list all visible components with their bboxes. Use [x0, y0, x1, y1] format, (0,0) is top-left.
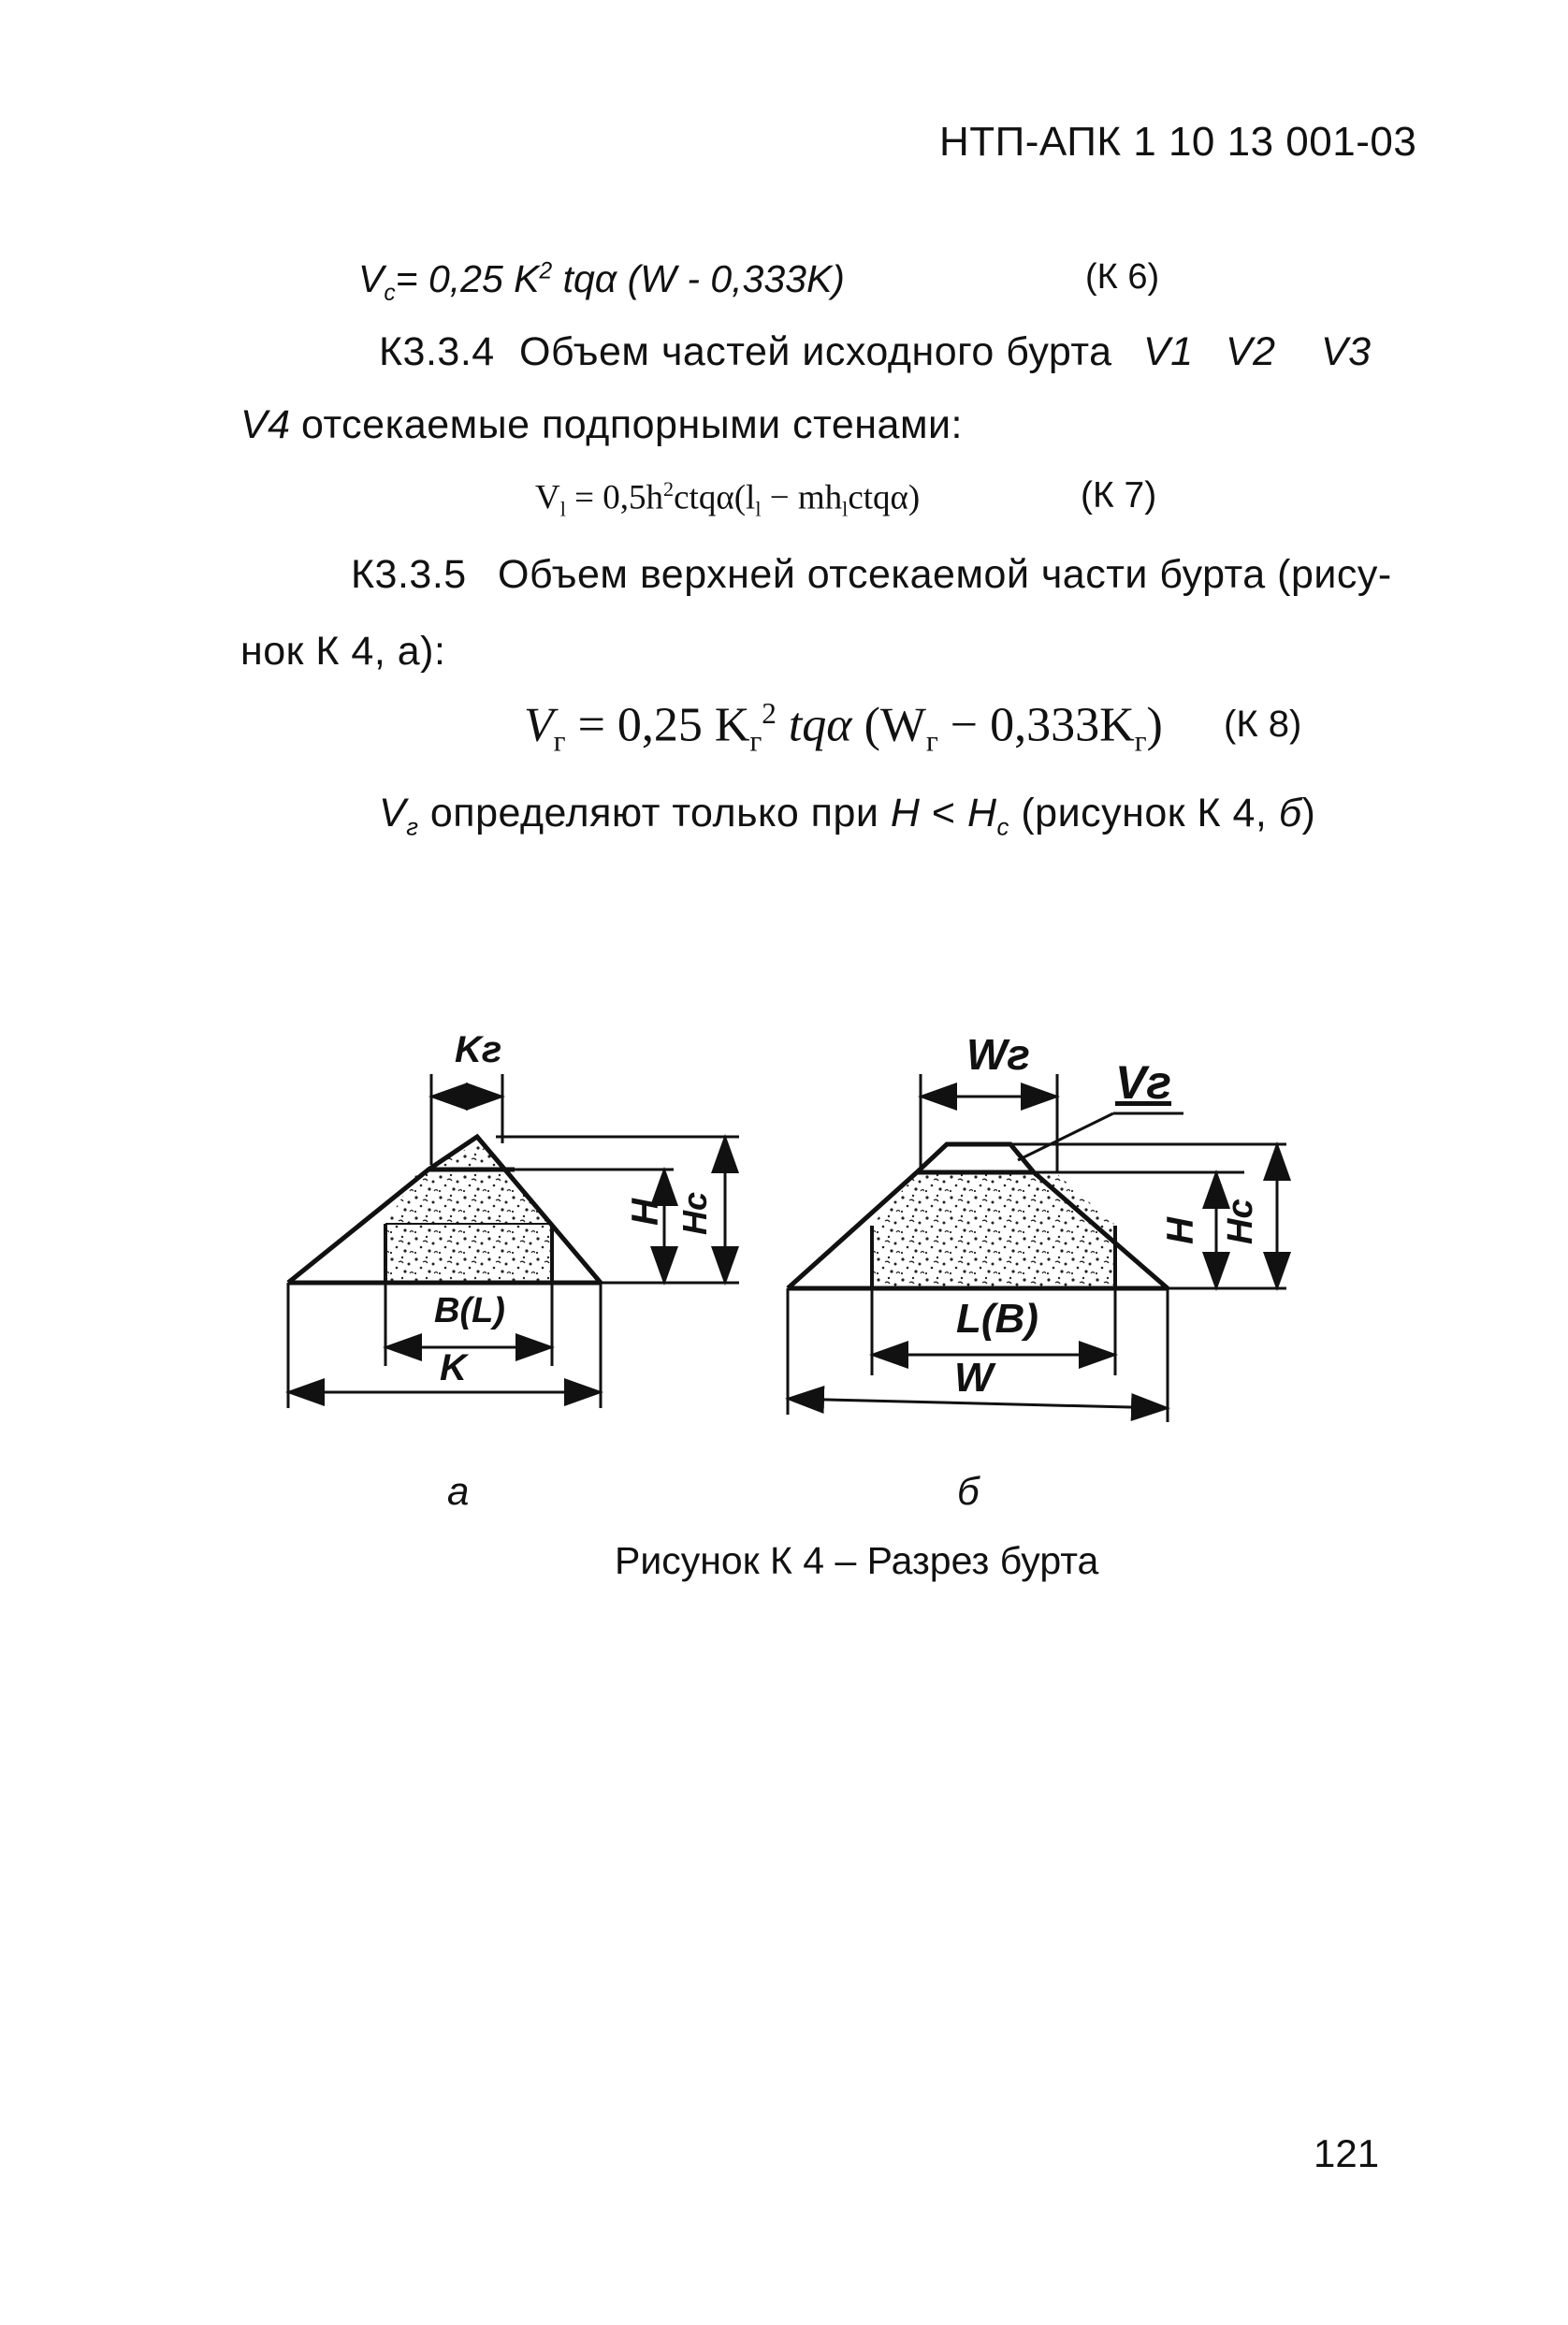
- para-k334-text: Объем частей исходного бурта: [519, 329, 1112, 374]
- formula-k6-label: (К 6): [1085, 257, 1160, 297]
- label-hc-left: Hc: [675, 1191, 714, 1235]
- para-k335-line2: нок К 4, а):: [240, 629, 446, 674]
- formula-k8-label: (К 8): [1224, 704, 1302, 745]
- label-wg: Wг: [966, 1030, 1030, 1079]
- formula-k6: $V_c= 0,25$ $K^2$ tqα (W - 0,333K): [358, 257, 845, 307]
- formula-k7-label: (К 7): [1081, 475, 1157, 516]
- para-k335-line1: Объем верхней отсекаемой части бурта (рису-: [498, 552, 1392, 597]
- para-k335-number: К3.3.5: [351, 552, 467, 597]
- document-code: НТП-АПК 1 10 13 001-03: [939, 119, 1417, 165]
- label-h-left: H: [625, 1199, 666, 1226]
- left-fill-area: [385, 1141, 552, 1282]
- caption-a: а: [447, 1469, 470, 1513]
- label-kg: Kг: [455, 1029, 502, 1070]
- figure-left: [288, 1074, 739, 1408]
- right-fill-area: [872, 1174, 1115, 1286]
- page-number: 121: [1314, 2131, 1380, 2175]
- para-k334-line2: отсекаемые подпорными стенами:: [301, 402, 963, 447]
- caption-b: б: [957, 1469, 980, 1513]
- figure-right: [788, 1074, 1286, 1422]
- para-k334-number: К3.3.4: [379, 329, 495, 374]
- note-line: $V_г$ определяют только при $H < H_c$ (рисунок К 4, б): [379, 791, 1316, 841]
- label-k: K: [440, 1347, 467, 1388]
- label-l-b: L(B): [956, 1296, 1038, 1342]
- callout-leader: [1018, 1113, 1113, 1160]
- label-h-right: H: [1160, 1217, 1201, 1244]
- formula-k8: $V_г = 0,25$ $K_г^2$ tqα $(W_г - 0,333K_г)$: [524, 697, 1163, 758]
- var-v1: V1: [1143, 329, 1194, 374]
- label-w: W: [954, 1355, 994, 1401]
- var-v3: V3: [1321, 329, 1372, 374]
- figure-caption: Рисунок К 4 – Разрез бурта: [615, 1539, 1099, 1582]
- var-v2: V2: [1226, 329, 1276, 374]
- var-v4: V4: [240, 402, 291, 447]
- label-hc-right: Hc: [1221, 1199, 1260, 1244]
- formula-k7: $V_l = 0,5h^2ctq\alpha(l_l - mh_lctq\alpha)$: [535, 477, 921, 521]
- label-vg: Vг: [1115, 1056, 1172, 1109]
- label-b-l: B(L): [434, 1291, 505, 1330]
